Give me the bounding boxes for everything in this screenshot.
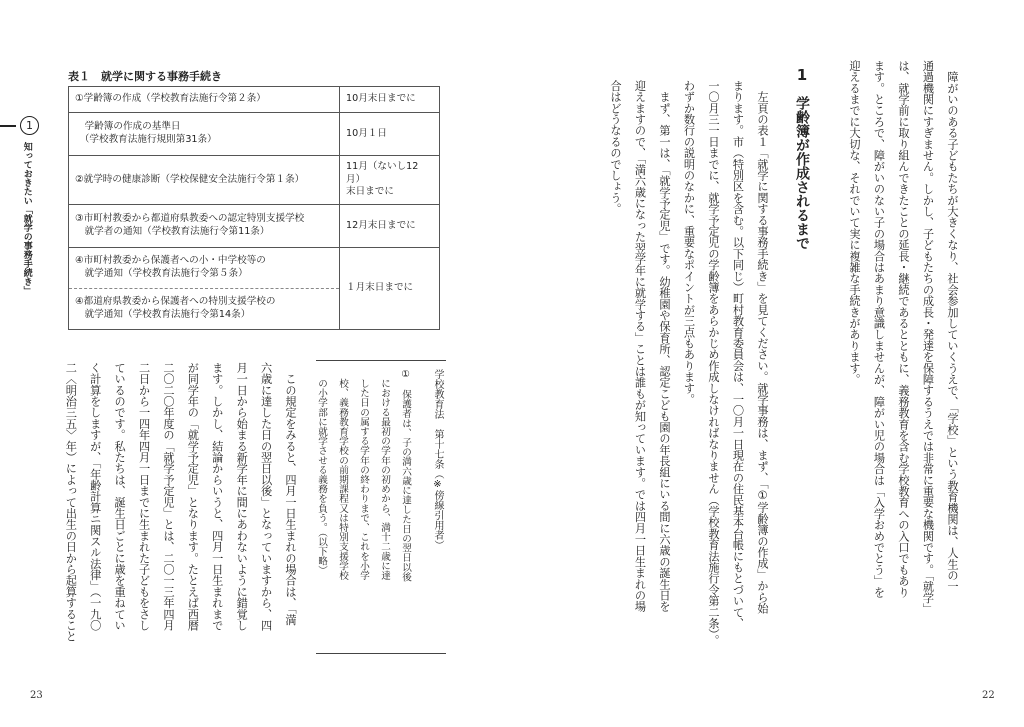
table-row	[69, 87, 440, 113]
body-line: 月一日から始まる新学年に間にあわないように錯覚し	[235, 362, 249, 631]
table-cell-item: ④市町村教委から保護者への小・中学校等の 就学通知（学校教育法施行令第５条）	[69, 248, 340, 289]
side-tab-line	[0, 125, 16, 127]
body-line: 二日から一四年四月一日までに生まれた子どもをさし	[137, 362, 151, 631]
body-line: ます。しかし、結論からいうと、四月一日生まれまで	[210, 362, 224, 631]
law-line: 校、義務教育学校の前期課程又は特別支援学校	[337, 369, 348, 581]
table-row	[69, 205, 440, 248]
law-title: 学校教育法 第十七条（※傍線引用者）	[432, 369, 443, 550]
intro-text	[842, 60, 965, 680]
table-cell-item: 学齢簿の作成の基準日 （学校教育法施行規則第31条）	[69, 113, 340, 156]
body-line: 迎えますので、「満六歳になった翌学年に就学する」ことは誰もが知っています。では四月一日生まれの場	[633, 80, 647, 612]
table-caption: 表１ 就学に関する事務手続き	[68, 70, 222, 83]
right-page	[512, 0, 1024, 727]
body-line: 障がいのある子どもたちが大きくなり、社会参加していくうえで、「学校」という教育機関は、人生の一	[946, 60, 959, 592]
body-line: ます。ところで、障がいのない子の場合はあまり意識しませんが、障がい児の場合は「入学おめでとう」を	[872, 60, 886, 598]
table-cell-item: ②就学時の健康診断（学校保健安全法施行令第１条）	[69, 156, 340, 205]
table-row	[69, 156, 440, 205]
law-quote-box	[316, 360, 446, 654]
body-line: が同学年の「就学予定児」となります。たとえば西暦	[186, 362, 200, 631]
table-cell-item: ①学齢簿の作成（学校教育法施行令第２条）	[69, 87, 340, 113]
law-line: の小学部に就学させる義務を負う。（以下略）	[316, 369, 327, 576]
page-number: 23	[30, 690, 43, 701]
table-cell-deadline: 10月末日までに	[340, 87, 440, 113]
law-line: ① 保護者は、子の満六歳に達した日の翌日以後	[400, 369, 411, 582]
body-line: ているのです。私たちは、誕生日ごとに歳を重ねてい	[113, 362, 127, 631]
page-number: 22	[982, 690, 995, 701]
procedure-table	[68, 86, 440, 330]
body-line: 一〇月三一日までに、就学予定児の学齢簿をあらかじめ作成しなければなりません（学校教育法施行令第二条）。	[707, 80, 720, 646]
body-line: この規定をみると、四月一日生まれの場合は、「満	[284, 362, 297, 626]
body-line: 合はどうなるのでしょう。	[609, 80, 622, 215]
law-text	[311, 369, 416, 649]
table-cell-deadline: 12月末日までに	[340, 205, 440, 248]
body-line: 通過機関にすぎません。しかし、子どもたちの成長・発達を保障するうえでは非常に重要な機関です。「就学」	[921, 60, 935, 615]
body-line: わずか数行の説明のなかに、重要なポイントが三点もあります。	[682, 80, 696, 405]
body-line: 二〈明治三五〉年）によって出生の日から起算すること	[64, 362, 78, 642]
section-number: 1	[793, 66, 811, 84]
body-line: 六歳に達した日の翌日以後」となっていますから、四	[259, 362, 273, 631]
side-tab-number: 1	[20, 116, 39, 135]
table-cell-deadline: 11月（ないし12月） 末日までに	[340, 156, 440, 205]
table-cell-item: ④都道府県教委から保護者への特別支援学校の 就学通知（学校教育法施行令第14条）	[69, 289, 340, 330]
body-line: は、就学前に取り組んできたことの延長・継続であるとともに、義務教育を含む学校教育への入口でもあり	[897, 60, 910, 598]
body-line: 左頁の表１「就学に関する事務手続き」を見てください。就学事務は、まず、「①学齢簿の作成」から始	[756, 80, 769, 614]
table-row	[69, 248, 440, 289]
body-line: 二〇二〇年度の「就学予定児」とは、二〇一三年四月	[161, 362, 175, 631]
table-cell-deadline: 10月１日	[340, 113, 440, 156]
law-line: における最初の学年の初めから、満十二歳に達	[379, 369, 390, 581]
body-line: まります。市（特別区を含む。以下同じ）町村教育委員会は、一〇月一日現在の住民基本台帳にもとづいて、	[731, 80, 745, 629]
body-line: 迎えるまでに大切な、それでいて実に複雑な手続きがあります。	[848, 60, 861, 385]
section-heading: 学齢簿が作成されるまで	[794, 96, 810, 250]
table-cell-deadline: １月末日までに	[340, 248, 440, 330]
side-tab-label: 知っておきたい「就学の事務手続き」	[21, 142, 32, 295]
table-row	[69, 113, 440, 156]
body-line: まず、第一は、「就学予定児」です。幼稚園や保育所、認定こども園の年長組にいる間に六歳の誕生日を	[658, 80, 671, 612]
body-line: く計算をしますが、「年齢計算ニ関スル法律」（一九〇	[88, 362, 102, 631]
left-body-text	[58, 362, 302, 662]
right-body-text	[603, 80, 775, 680]
table-cell-item: ③市町村教委から都道府県教委への認定特別支援学校 就学者の通知（学校教育法施行令第11条）	[69, 205, 340, 248]
law-line: した日の属する学年の終わりまで、これを小学	[358, 369, 369, 581]
